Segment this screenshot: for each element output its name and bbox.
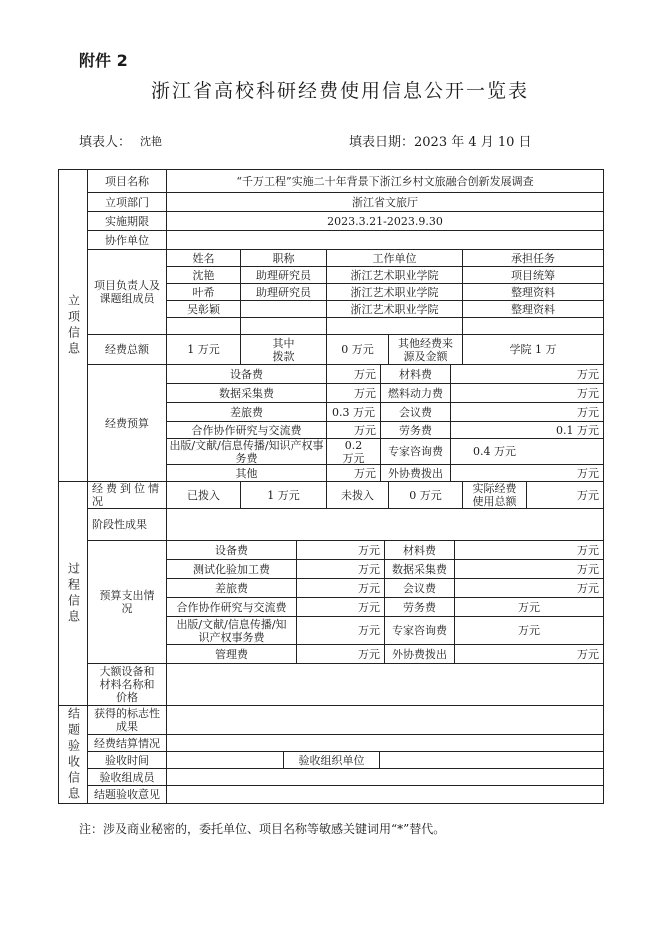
member-name: 沈艳 [167, 267, 241, 284]
settlement-label: 经费结算情况 [88, 735, 167, 752]
expenditure-item: 测试化验加工费 [167, 560, 297, 579]
expenditure-item: 会议费 [385, 579, 455, 598]
member-title: 助理研究员 [241, 284, 327, 301]
expenditure-item: 合作协作研究与交流费 [167, 598, 297, 617]
other-funding-value: 学院 1 万 [463, 335, 603, 365]
allocated-label: 其中拨款 [241, 335, 327, 365]
achievements-value [167, 706, 603, 735]
budget-label: 经费预算 [88, 365, 167, 482]
expenditure-value: 万元 [455, 598, 603, 617]
page-title: 浙江省高校科研经费使用信息公开一览表 [150, 80, 529, 102]
other-funding-label: 其他经费来源及金额 [389, 335, 463, 365]
member-task [463, 318, 603, 335]
members-label: 项目负责人及课题组成员 [88, 250, 167, 335]
large-equipment-value [167, 664, 603, 706]
footnote: 注：涉及商业秘密的，委托单位、项目名称等敏感关键词用“*”替代。 [79, 822, 446, 836]
budget-value: 0.4 万元 [451, 439, 603, 465]
member-task: 整理资料 [463, 284, 603, 301]
expenditure-value: 万元 [297, 579, 385, 598]
acceptance-opinion-value [167, 786, 603, 803]
member-name: 叶希 [167, 284, 241, 301]
project-name-value: “千万工程”实施二十年背景下浙江乡村文旅融合创新发展调查 [167, 170, 603, 193]
total-funding-value: 1 万元 [167, 335, 241, 365]
expenditure-label: 预算支出情况 [88, 541, 167, 664]
members-header-unit: 工作单位 [327, 250, 463, 267]
actual-usage-label: 实际经费使用总额 [463, 482, 527, 509]
expenditure-value: 万元 [297, 541, 385, 560]
members-header-title: 职称 [241, 250, 327, 267]
pending-value: 0 万元 [389, 482, 463, 509]
dept-label: 立项部门 [88, 193, 167, 212]
funding-status-label: 经费到位情况 [88, 482, 167, 509]
member-unit: 浙江艺术职业学院 [327, 267, 463, 284]
member-title: 助理研究员 [241, 267, 327, 284]
actual-usage-value: 万元 [527, 482, 603, 509]
pending-label: 未拨入 [327, 482, 389, 509]
large-equipment-label: 大额设备和材料名称和价格 [88, 664, 167, 706]
expenditure-value: 万元 [455, 579, 603, 598]
member-task: 整理资料 [463, 301, 603, 318]
stage-results-value [167, 509, 603, 541]
member-title [241, 318, 327, 335]
settlement-value [167, 735, 603, 752]
received-label: 已拨入 [167, 482, 241, 509]
budget-item: 材料费 [381, 365, 451, 384]
expenditure-item: 数据采集费 [385, 560, 455, 579]
member-name [167, 318, 241, 335]
expenditure-value: 万元 [297, 645, 385, 664]
info-table [58, 169, 604, 804]
acceptance-members-value [167, 769, 603, 786]
expenditure-value: 万元 [455, 645, 603, 664]
member-name: 吴彰颖 [167, 301, 241, 318]
budget-item: 其他 [167, 465, 327, 482]
budget-item: 专家咨询费 [381, 439, 451, 465]
expenditure-item: 设备费 [167, 541, 297, 560]
budget-value: 万元 [451, 465, 603, 482]
section-project-info: 立项信息 [59, 170, 88, 482]
budget-value: 万元 [451, 384, 603, 403]
period-label: 实施期限 [88, 212, 167, 231]
dept-value: 浙江省文旅厅 [167, 193, 603, 212]
expenditure-item: 出版/文献/信息传播/知识产权事务费 [167, 617, 297, 645]
acceptance-opinion-label: 结题验收意见 [88, 786, 167, 803]
filler-label: 填表人： [79, 135, 132, 150]
members-header-name: 姓名 [167, 250, 241, 267]
member-unit [327, 318, 463, 335]
allocated-value: 0 万元 [327, 335, 389, 365]
expenditure-value: 万元 [455, 617, 603, 645]
attachment-label: 附件 2 [79, 51, 128, 70]
expenditure-value: 万元 [455, 541, 603, 560]
budget-item: 差旅费 [167, 403, 327, 422]
budget-value: 0.1 万元 [451, 422, 603, 439]
budget-value: 万元 [451, 403, 603, 422]
member-unit: 浙江艺术职业学院 [327, 284, 463, 301]
section-process-info: 过程信息 [59, 482, 88, 706]
expenditure-value: 万元 [297, 598, 385, 617]
budget-item: 出版/文献/信息传播/知识产权事务费 [167, 439, 327, 465]
acceptance-org-label: 验收组织单位 [284, 752, 380, 769]
budget-item: 劳务费 [381, 422, 451, 439]
acceptance-time-value [167, 752, 284, 769]
budget-item: 会议费 [381, 403, 451, 422]
project-name-label: 项目名称 [88, 170, 167, 193]
budget-item: 外协费拨出 [381, 465, 451, 482]
achievements-label: 获得的标志性成果 [88, 706, 167, 735]
budget-item: 合作协作研究与交流费 [167, 422, 327, 439]
budget-item: 燃料动力费 [381, 384, 451, 403]
budget-item: 设备费 [167, 365, 327, 384]
expenditure-item: 差旅费 [167, 579, 297, 598]
filler-name: 沈艳 [140, 135, 162, 148]
acceptance-time-label: 验收时间 [88, 752, 167, 769]
expenditure-value: 万元 [297, 560, 385, 579]
section-closing-info: 结题验收信息 [59, 706, 88, 803]
members-header-task: 承担任务 [463, 250, 603, 267]
period-value: 2023.3.21-2023.9.30 [167, 212, 603, 231]
budget-value: 0.3 万元 [327, 403, 381, 422]
budget-value: 万元 [327, 384, 381, 403]
acceptance-members-label: 验收组成员 [88, 769, 167, 786]
collab-value [167, 231, 603, 250]
expenditure-item: 专家咨询费 [385, 617, 455, 645]
expenditure-value: 万元 [455, 560, 603, 579]
member-task: 项目统筹 [463, 267, 603, 284]
expenditure-item: 管理费 [167, 645, 297, 664]
expenditure-item: 材料费 [385, 541, 455, 560]
stage-results-label: 阶段性成果 [88, 509, 167, 541]
acceptance-org-value [380, 752, 603, 769]
expenditure-item: 外协费拨出 [385, 645, 455, 664]
expenditure-value: 万元 [297, 617, 385, 645]
budget-value: 万元 [451, 365, 603, 384]
budget-value: 万元 [327, 465, 381, 482]
budget-value: 万元 [327, 422, 381, 439]
fill-date: 填表日期：2023 年 4 月 10 日 [349, 135, 532, 150]
member-title [241, 301, 327, 318]
member-unit: 浙江艺术职业学院 [327, 301, 463, 318]
budget-item: 数据采集费 [167, 384, 327, 403]
received-value: 1 万元 [241, 482, 327, 509]
expenditure-item: 劳务费 [385, 598, 455, 617]
budget-value: 0.2 万元 [327, 439, 381, 465]
budget-value: 万元 [327, 365, 381, 384]
total-funding-label: 经费总额 [88, 335, 167, 365]
collab-label: 协作单位 [88, 231, 167, 250]
